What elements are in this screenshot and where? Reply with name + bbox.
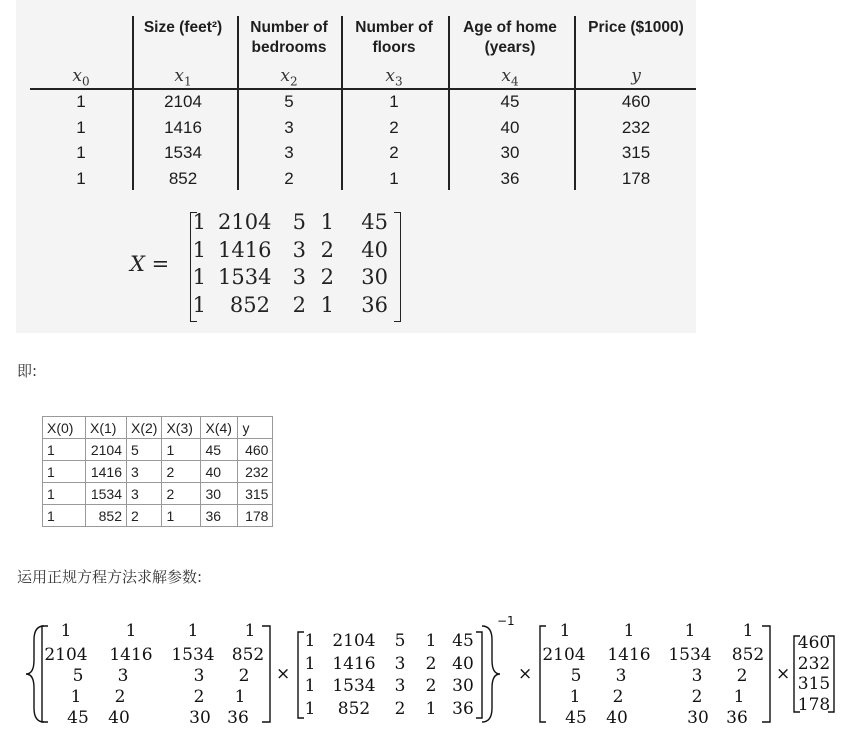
equation-cell: 45	[67, 708, 89, 728]
equation-cell: 1	[623, 621, 635, 641]
housing-slide	[16, 0, 696, 333]
slide-cell: 1	[389, 92, 399, 111]
table-cell: 1416	[86, 461, 127, 483]
matrix-cell: 45	[361, 210, 388, 234]
equation-cell: 1	[125, 621, 137, 641]
table-cell: 30	[201, 483, 238, 505]
data-table-wrap	[42, 416, 273, 527]
equation-cell: 1	[684, 621, 696, 641]
table-cell: 1	[162, 439, 201, 461]
table-cell: 178	[238, 505, 273, 527]
times-operator: ×	[518, 664, 533, 684]
equation-cell: 3	[117, 666, 129, 686]
equation-cell: 1416	[607, 645, 651, 665]
matrix-cell: 1	[192, 237, 206, 262]
matrix-cell: 40	[361, 237, 388, 262]
equation-cell: 2	[691, 687, 703, 707]
equation-cell: 1	[304, 631, 316, 651]
matrix-cell: 1534	[218, 265, 272, 289]
table-header-cell: X(4)	[201, 417, 238, 439]
table-row	[43, 439, 273, 461]
matrix-cell: 30	[361, 265, 388, 289]
slide-cell: 460	[621, 92, 651, 111]
equation-cell: 2	[394, 698, 406, 719]
slide-cell: 5	[284, 92, 294, 111]
symbol-x1: $x_1$	[174, 66, 192, 89]
table-cell: 1534	[86, 483, 127, 505]
table-row	[43, 461, 273, 483]
x-left-bracket	[298, 632, 304, 718]
equation-cell: 5	[72, 666, 84, 686]
table-cell: 36	[201, 505, 238, 527]
table-cell: 40	[201, 461, 238, 483]
equation-cell: 40	[606, 708, 628, 728]
equation-cell: 5	[394, 631, 406, 651]
equation-cell: 3	[394, 653, 406, 674]
matrix-cell: 1	[192, 265, 206, 289]
equation-cell: 36	[726, 708, 748, 728]
equation-cell: 1416	[109, 645, 153, 665]
slide-cell: 2	[284, 168, 294, 188]
equation-cell: 30	[452, 676, 474, 696]
table-header-cell: X(2)	[127, 417, 162, 439]
slide-cell: 3	[284, 143, 294, 162]
equation-cell: 2	[114, 687, 126, 707]
table-header-cell: X(3)	[162, 417, 201, 439]
equation-cell: 1	[187, 621, 199, 641]
equation-cell: 40	[108, 708, 130, 728]
slide-cell: 1	[76, 168, 86, 188]
equation-cell: 2	[425, 676, 437, 696]
equation-cell: 1416	[332, 653, 376, 674]
equation-cell: 1	[559, 621, 571, 641]
equation-cell: 460	[797, 633, 831, 653]
equation-cell: 1	[569, 687, 581, 707]
table-header-cell: X(1)	[86, 417, 127, 439]
table-cell: 460	[238, 439, 273, 461]
table-cell: 2	[127, 505, 162, 527]
equation-cell: 30	[687, 708, 709, 728]
matrix-cell: 2	[292, 292, 306, 317]
equation-cell: 45	[452, 631, 474, 651]
symbol-y: y	[631, 66, 641, 86]
equation-cell: 3	[394, 676, 406, 696]
table-cell: 3	[127, 461, 162, 483]
equation-cell: 45	[565, 708, 587, 728]
equation-cell: 1	[234, 687, 246, 707]
table-row	[43, 483, 273, 505]
slide-cell: 3	[284, 117, 294, 137]
slide-cell: 2104	[164, 92, 202, 111]
slide-cell: 1534	[164, 143, 202, 162]
table-row	[43, 505, 273, 527]
table-cell: 2	[162, 483, 201, 505]
equation-cell: 1534	[668, 645, 712, 665]
slide-cell: 30	[500, 143, 520, 162]
table-cell: 315	[238, 483, 273, 505]
inverse-exponent: −1	[497, 614, 515, 628]
equation-cell: 1	[304, 676, 316, 696]
slide-cell: 1	[389, 168, 399, 188]
equation-cell: 315	[797, 674, 831, 694]
equation-cell: 2104	[44, 645, 88, 665]
matrix-cell: 2104	[218, 210, 272, 234]
xt-left-bracket	[42, 626, 48, 722]
equation-cell: 2	[425, 653, 437, 674]
table-cell: 2104	[86, 439, 127, 461]
table-cell: 1	[43, 483, 86, 505]
equation-cell: 2	[193, 687, 205, 707]
text-normal-equation: 运用正规方程方法求解参数:	[17, 568, 203, 586]
matrix-cell: 5	[292, 210, 306, 234]
equation-cell: 1	[60, 621, 72, 641]
equation-cell: 1	[244, 621, 256, 641]
table-cell: 3	[127, 483, 162, 505]
slide-cell: 1	[76, 117, 86, 137]
slide-cell: 232	[621, 117, 651, 137]
xt-right-bracket	[262, 626, 270, 722]
equation-cell: 232	[797, 653, 831, 674]
equation-cell: 1	[425, 631, 437, 651]
equation-cell: 1	[733, 687, 745, 707]
equation-cell: 1534	[332, 676, 376, 696]
table-header-row	[43, 417, 273, 439]
slide-cell: 1	[76, 143, 86, 162]
text-ji: 即:	[17, 362, 38, 380]
matrix-right-bracket	[394, 212, 401, 322]
left-curly-brace	[26, 626, 44, 722]
equation-cell: 1	[425, 698, 437, 719]
header-rule	[30, 88, 696, 90]
equation-cell: 3	[615, 666, 627, 686]
matrix-cell: 3	[292, 237, 306, 262]
header-size: Size (feet²)	[143, 19, 223, 36]
equation-cell: 5	[570, 666, 582, 686]
table-cell: 2	[162, 461, 201, 483]
slide-cell: 1	[76, 92, 86, 111]
right-curly-brace	[482, 626, 500, 722]
slide-cell: 2	[389, 117, 399, 137]
matrix-cell: 1	[320, 292, 334, 317]
equation-cell: 1	[304, 653, 316, 674]
table-cell: 1	[162, 505, 201, 527]
matrix-cell: 3	[292, 265, 306, 289]
table-cell: 5	[127, 439, 162, 461]
equation-cell: 2104	[332, 631, 376, 651]
equation-cell: 1534	[171, 645, 215, 665]
symbol-x3: $x_3$	[385, 66, 403, 89]
table-cell: 1	[43, 461, 86, 483]
equation-cell: 40	[452, 653, 474, 674]
slide-cell: 315	[621, 143, 651, 162]
slide-cell: 36	[500, 168, 520, 188]
equation-cell: 3	[193, 666, 205, 686]
symbol-x4: $x_4$	[501, 66, 519, 89]
table-header-cell: X(0)	[43, 417, 86, 439]
slide-cell: 178	[621, 168, 651, 188]
equation-cell: 36	[227, 708, 249, 728]
table-header-cell: y	[238, 417, 273, 439]
equation-cell: 1	[742, 621, 754, 641]
xt2-left-bracket	[540, 626, 546, 722]
slide-cell: 40	[500, 117, 520, 137]
equation-cell: 852	[337, 698, 371, 719]
slide-cell: 1416	[164, 117, 202, 137]
matrix-cell: 2	[320, 237, 334, 262]
symbol-x2: $x_2$	[280, 66, 298, 89]
matrix-cell: 2	[320, 265, 334, 289]
table-cell: 232	[238, 461, 273, 483]
slide-cell: 2	[389, 143, 399, 162]
equation-cell: 2	[736, 666, 748, 686]
table-cell: 852	[86, 505, 127, 527]
table-cell: 45	[201, 439, 238, 461]
equation-cell: 1	[70, 687, 82, 707]
xt2-right-bracket	[762, 626, 770, 722]
equation-cell: 36	[452, 698, 474, 719]
times-operator: ×	[776, 664, 791, 684]
equation-cell: 1	[304, 698, 316, 719]
equation-cell: 2	[238, 666, 250, 686]
header-price: Price ($1000)	[588, 19, 684, 36]
matrix-cell: 1416	[218, 237, 272, 262]
times-operator: ×	[276, 664, 291, 684]
header-age: Age of home (years)	[463, 19, 557, 56]
equation-cell: 2104	[542, 645, 586, 665]
x-right-bracket	[476, 632, 482, 718]
matrix-label: X =	[130, 252, 170, 276]
table-cell: 1	[43, 505, 86, 527]
table-cell: 1	[43, 439, 86, 461]
header-bedrooms: Number of bedrooms	[250, 19, 328, 56]
header-floors: Number of floors	[355, 19, 433, 56]
y-right-bracket	[828, 636, 834, 712]
equation-cell: 3	[691, 666, 703, 686]
matrix-cell: 1	[192, 292, 206, 317]
y-left-bracket	[794, 636, 800, 712]
equation-cell: 178	[797, 694, 831, 715]
equation-cell: 852	[231, 645, 265, 665]
data-table	[42, 416, 273, 527]
matrix-cell: 1	[192, 210, 206, 234]
matrix-cell: 852	[229, 292, 270, 317]
equation-cell: 2	[612, 687, 624, 707]
slide-cell: 852	[168, 168, 198, 188]
matrix-cell: 36	[361, 292, 388, 317]
equation-cell: 852	[731, 645, 765, 665]
matrix-cell: 1	[320, 210, 334, 234]
symbol-x0: $x_0$	[72, 66, 90, 89]
slide-cell: 45	[500, 92, 520, 111]
equation-cell: 30	[189, 708, 211, 728]
